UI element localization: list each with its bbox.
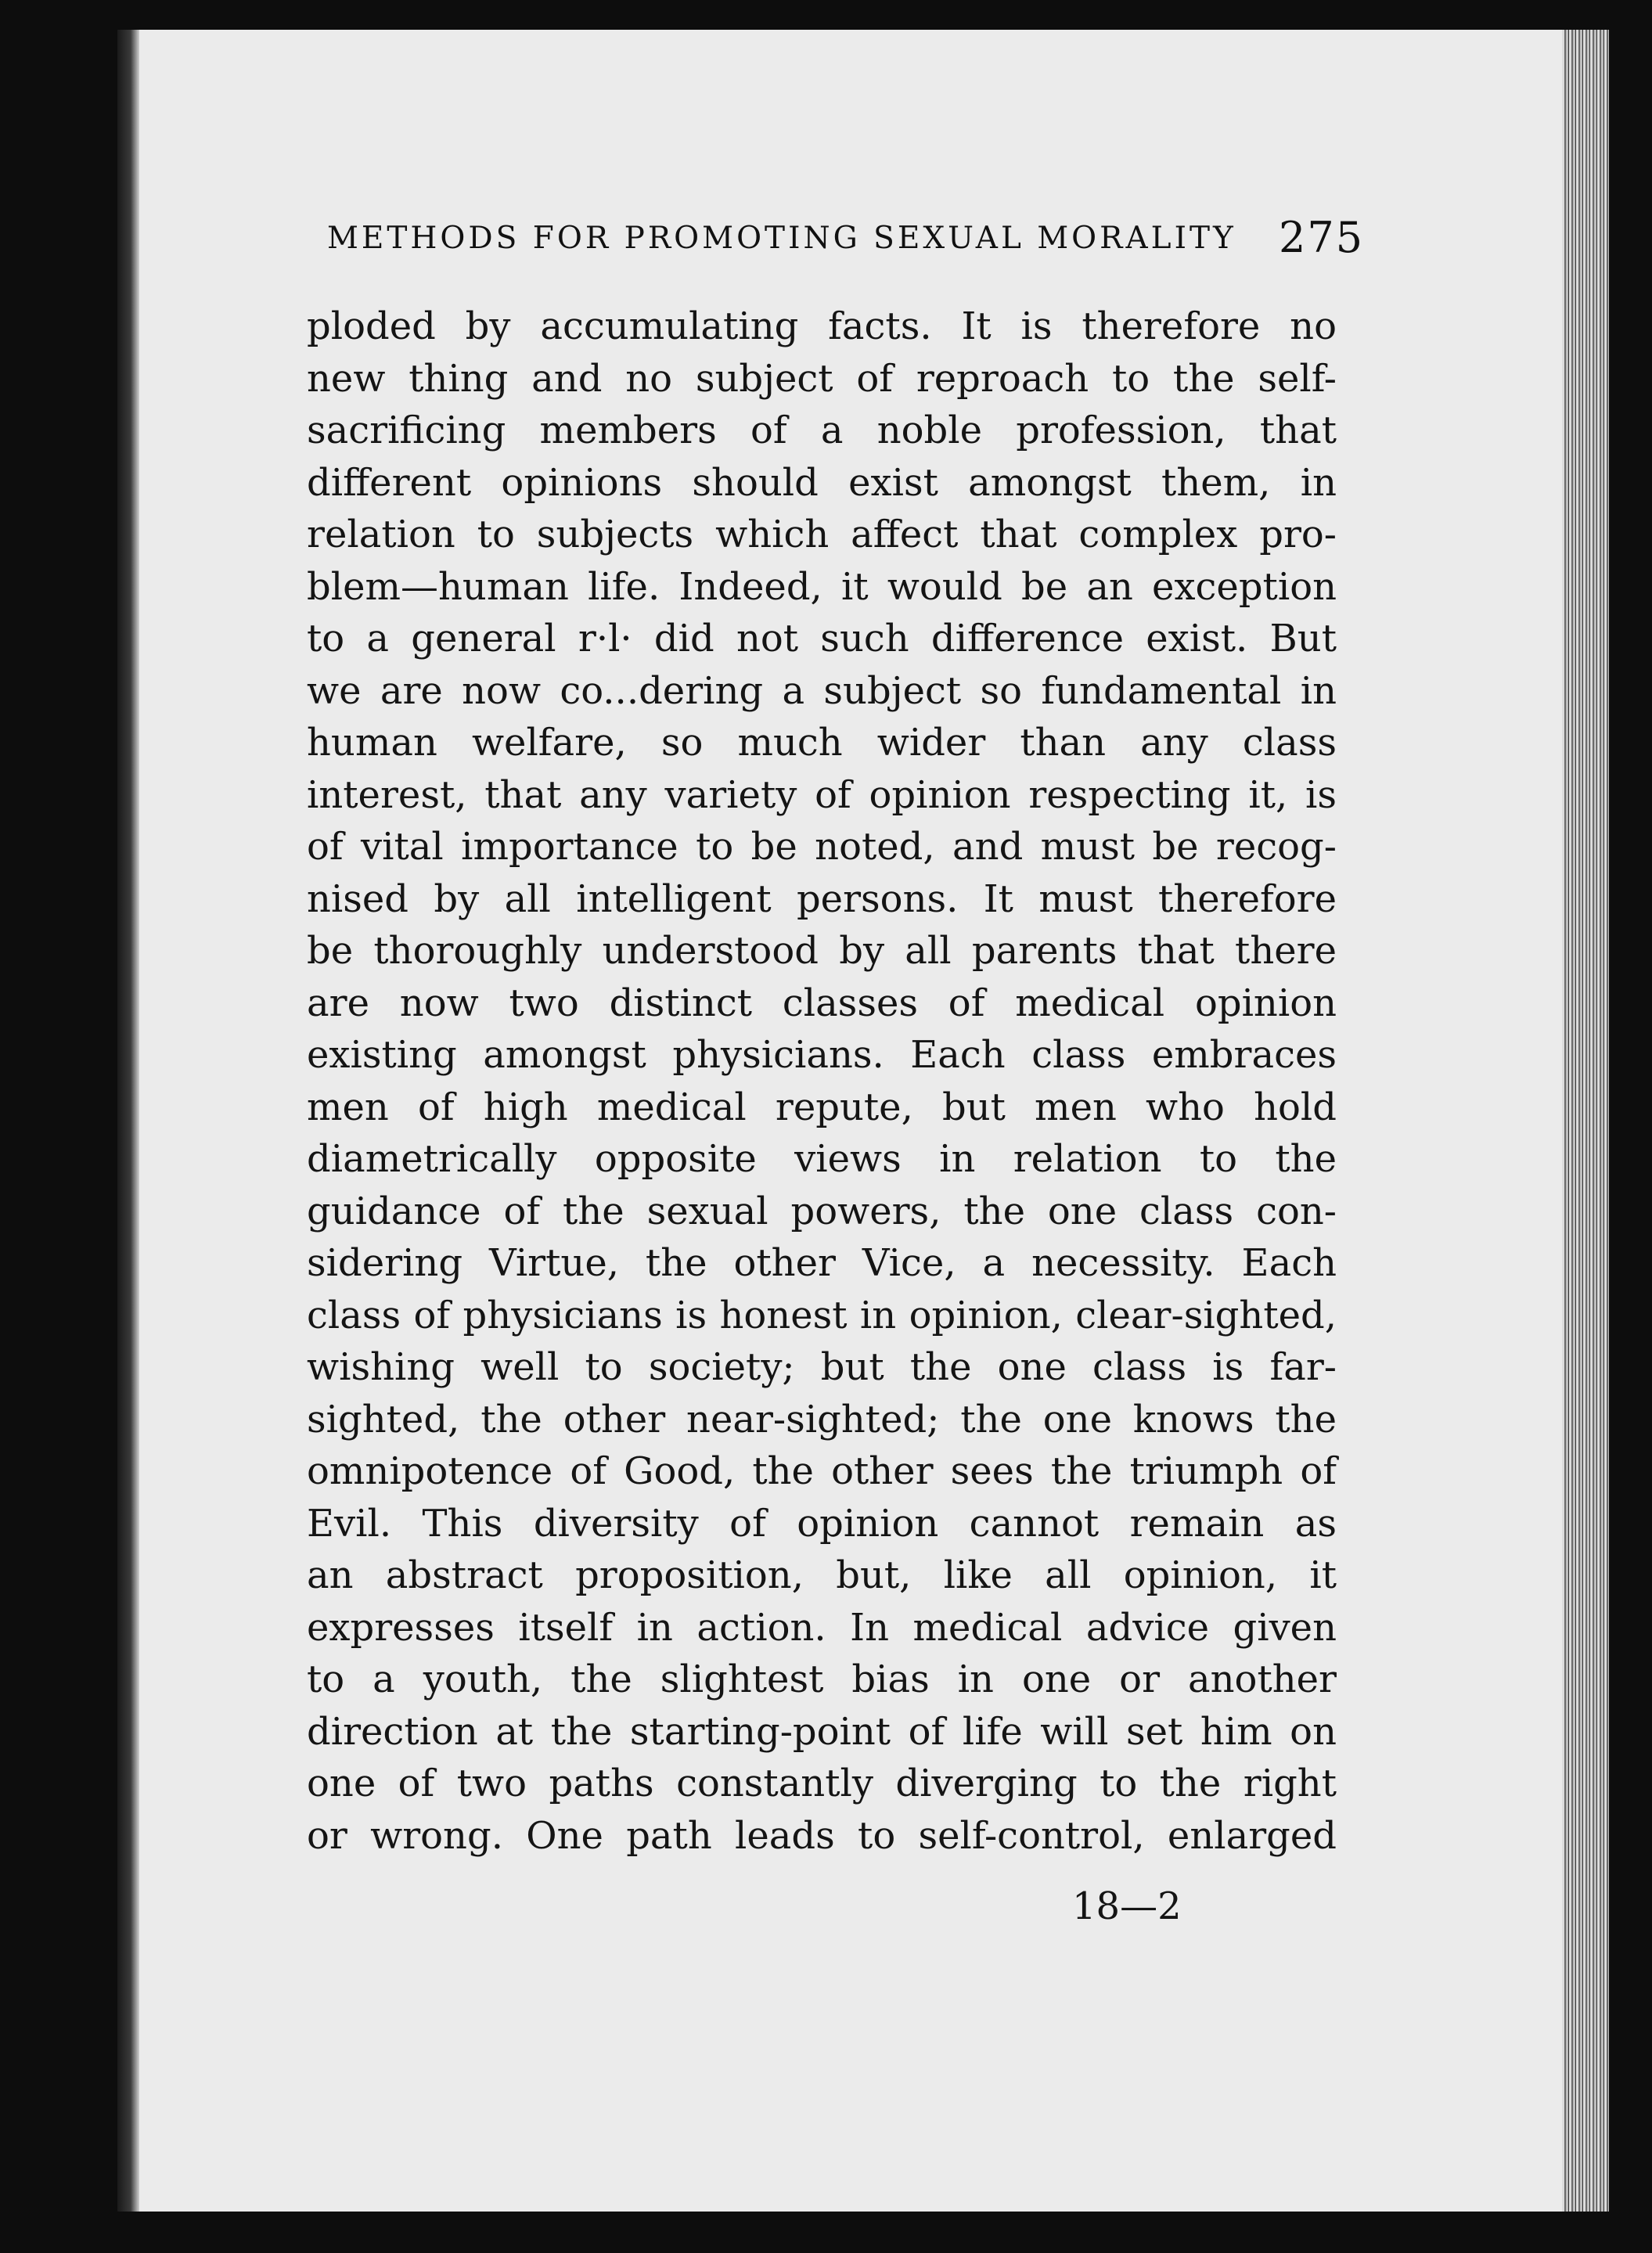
text-line: different opinions should exist amongst them, in [307,460,1337,505]
text-line: ploded by accumulating facts. It is therefore no [307,304,1337,348]
printer-signature-mark: 18—2 [1072,1884,1182,1928]
text-line: relation to subjects which affect that complex pro- [307,513,1337,556]
running-head [327,213,1365,275]
running-head-title: METHODS FOR PROMOTING SEXUAL MORALITY [327,221,1236,256]
text-line: to a youth, the slightest bias in one or another [307,1657,1337,1701]
text-line: new thing and no subject of reproach to the self- [307,356,1337,401]
text-line: sighted, the other near-sighted; the one knows the [307,1397,1337,1441]
text-line: nised by all intelligent persons. It must therefore [307,876,1337,921]
text-line: one of two paths constantly diverging to the right [307,1762,1337,1805]
text-line: direction at the starting-point of life will set him on [307,1709,1337,1754]
text-line: class of physicians is honest in opinion, clear-sighted, [307,1293,1337,1337]
text-line: existing amongst physicians. Each class embraces [307,1033,1337,1077]
text-line: guidance of the sexual powers, the one class con- [307,1189,1337,1233]
text-line: sacrificing members of a noble profession, that [307,408,1337,452]
text-line: be thoroughly understood by all parents that there [307,929,1337,973]
text-line: sidering Virtue, the other Vice, a necessity. Each [307,1241,1337,1285]
page-edge-stack [1562,30,1609,2212]
text-line: we are now co...dering a subject so fundamental in [307,668,1337,713]
text-line: or wrong. One path leads to self-control, enlarged [307,1813,1337,1858]
text-line: human welfare, so much wider than any class [307,721,1337,765]
text-line: diametrically opposite views in relation to the [307,1137,1337,1181]
text-line: omnipotence of Good, the other sees the triumph of [307,1449,1337,1493]
text-line: Evil. This diversity of opinion cannot remain as [307,1501,1337,1546]
page-number: 275 [1279,213,1365,262]
body-text [307,301,1337,1862]
text-line: are now two distinct classes of medical opinion [307,981,1337,1025]
text-line: to a general r·l· did not such difference exist. But [307,617,1337,660]
text-line: an abstract proposition, but, like all opinion, it [307,1553,1337,1597]
text-line: wishing well to society; but the one class is far- [307,1345,1337,1389]
text-line: men of high medical repute, but men who hold [307,1085,1337,1129]
text-line: interest, that any variety of opinion respecting it, is [307,772,1337,817]
binding-shadow [117,30,139,2212]
text-line: blem—human life. Indeed, it would be an exception [307,564,1337,609]
text-line: expresses itself in action. In medical advice given [307,1605,1337,1650]
text-line: of vital importance to be noted, and must be recog- [307,825,1337,869]
